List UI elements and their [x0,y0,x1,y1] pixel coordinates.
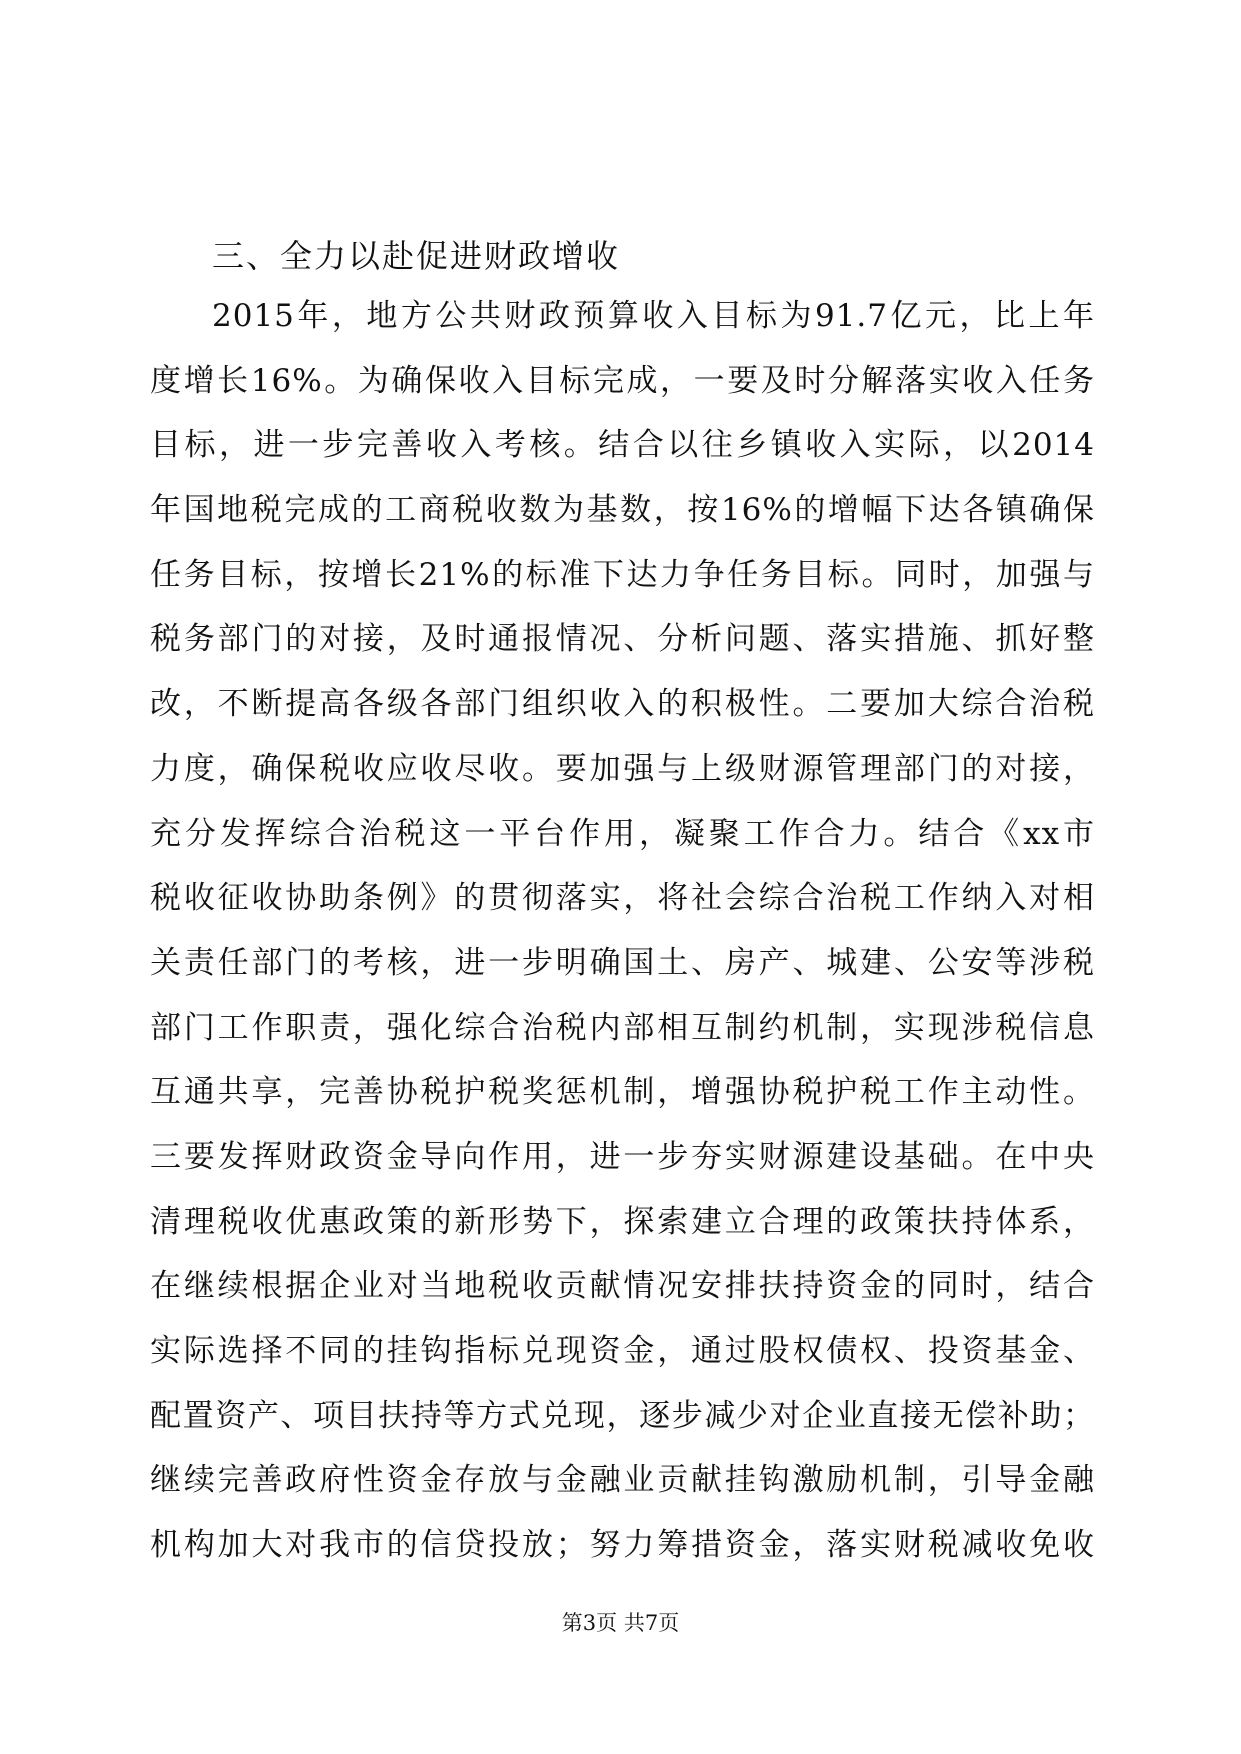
paragraph-line: 税务部门的对接，及时通报情况、分析问题、落实措施、抓好整 [150,621,1095,658]
paragraph-line: 在继续根据企业对当地税收贡献情况安排扶持资金的同时，结合 [150,1268,1095,1305]
paragraph-line: 实际选择不同的挂钩指标兑现资金，通过股权债权、投资基金、 [150,1333,1095,1369]
body-paragraph [150,292,1095,1586]
page-number-footer: 第3页 共7页 [561,1611,680,1635]
paragraph-line: 清理税收优惠政策的新形势下，探索建立合理的政策扶持体系， [150,1203,1095,1240]
paragraph-line: 税收征收协助条例》的贯彻落实，将社会综合治税工作纳入对相 [150,880,1095,917]
paragraph-line: 度增长16%。为确保收入目标完成，一要及时分解落实收入任务 [150,362,1095,399]
paragraph-line: 年国地税完成的工商税收数为基数，按16%的增幅下达各镇确保 [150,492,1095,529]
section-heading: 三、全力以赴促进财政增收 [212,237,621,275]
paragraph-line: 关责任部门的考核，进一步明确国土、房产、城建、公安等涉税 [150,944,1095,981]
paragraph-line: 互通共享，完善协税护税奖惩机制，增强协税护税工作主动性。 [150,1074,1095,1111]
paragraph-line: 目标，进一步完善收入考核。结合以往乡镇收入实际，以2014 [150,427,1095,464]
paragraph-line: 任务目标，按增长21%的标准下达力争任务目标。同时，加强与 [150,556,1095,593]
paragraph-line: 继续完善政府性资金存放与金融业贡献挂钩激励机制，引导金融 [150,1462,1095,1499]
paragraph-line: 配置资产、项目扶持等方式兑现，逐步减少对企业直接无偿补助； [150,1397,1095,1434]
paragraph-line: 力度，确保税收应收尽收。要加强与上级财源管理部门的对接， [150,750,1095,787]
paragraph-line: 改，不断提高各级各部门组织收入的积极性。二要加大综合治税 [150,686,1095,723]
paragraph-line: 三要发挥财政资金导向作用，进一步夯实财源建设基础。在中央 [150,1138,1095,1175]
paragraph-line: 充分发挥综合治税这一平台作用，凝聚工作合力。结合《xx市 [150,815,1095,852]
paragraph-line: 机构加大对我市的信贷投放；努力筹措资金，落实财税减收免收 [150,1527,1095,1564]
paragraph-line: 2015年，地方公共财政预算收入目标为91.7亿元，比上年 [212,298,1095,334]
paragraph-line: 部门工作职责，强化综合治税内部相互制约机制，实现涉税信息 [150,1009,1095,1046]
